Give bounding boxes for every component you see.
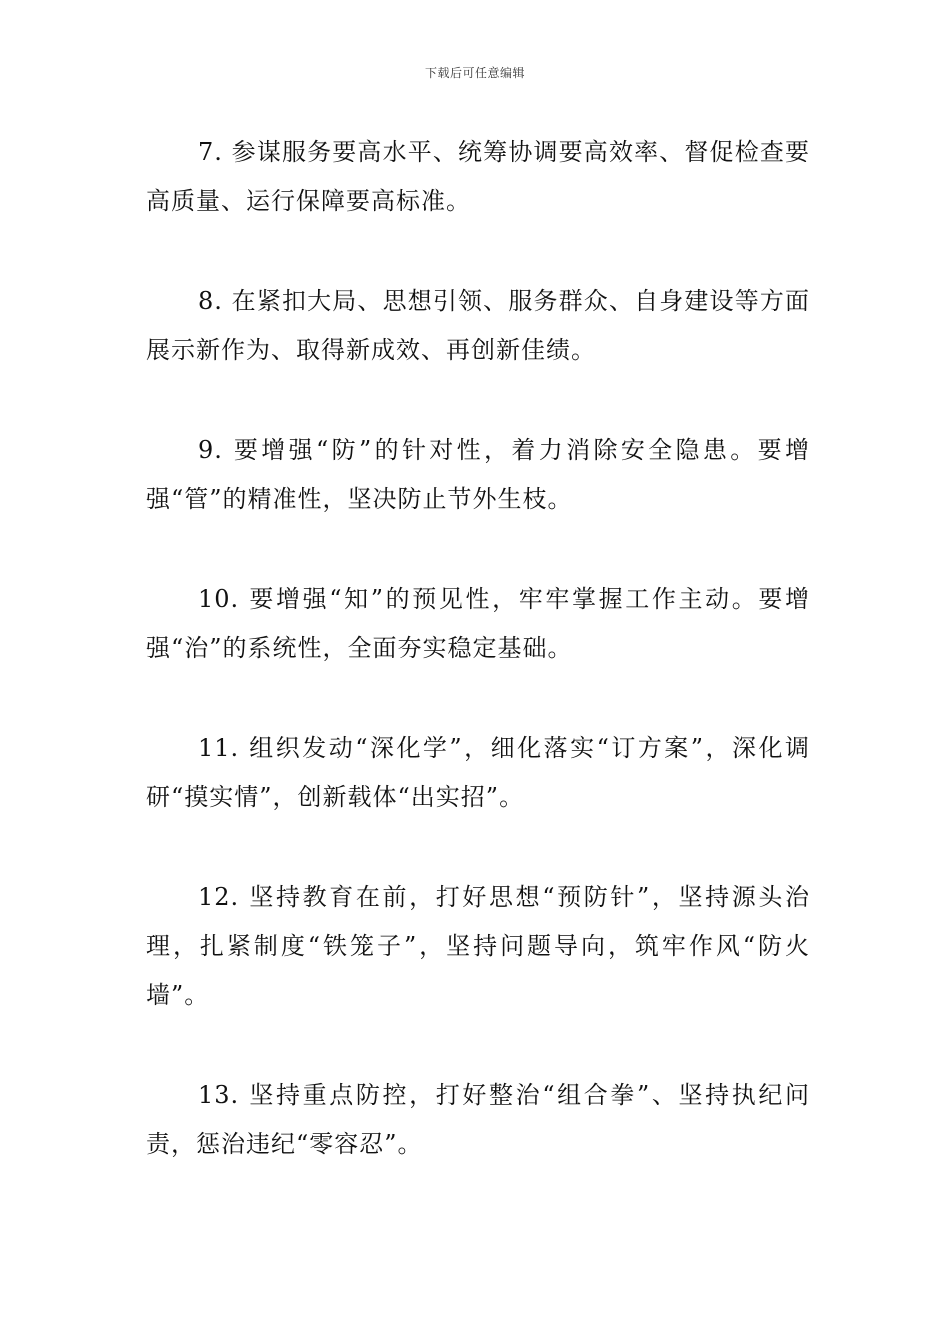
paragraph-8: 8. 在紧扣大局、思想引领、服务群众、自身建设等方面展示新作为、取得新成效、再创新佳绩。 bbox=[146, 287, 810, 364]
paragraph-13: 13. 坚持重点防控，打好整治“组合拳”、坚持执纪问责，惩治违纪“零容忍”。 bbox=[146, 1081, 810, 1158]
paragraph-7: 7. 参谋服务要高水平、统筹协调要高效率、督促检查要高质量、运行保障要高标准。 bbox=[146, 138, 810, 215]
page-header: 下载后可任意编辑 bbox=[424, 66, 525, 80]
paragraph-9: 9. 要增强“防”的针对性，着力消除安全隐患。要增强“管”的精准性，坚决防止节外生枝。 bbox=[146, 436, 810, 513]
paragraph-10: 10. 要增强“知”的预见性，牢牢掌握工作主动。要增强“治”的系统性，全面夯实稳定基础。 bbox=[146, 585, 810, 662]
paragraph-11: 11. 组织发动“深化学”，细化落实“订方案”，深化调研“摸实情”，创新载体“出实招”。 bbox=[146, 734, 810, 811]
document-body bbox=[146, 128, 810, 1220]
paragraph-12: 12. 坚持教育在前，打好思想“预防针”，坚持源头治理，扎紧制度“铁笼子”，坚持问题导向，筑牢作风“防火墙”。 bbox=[146, 883, 810, 1009]
